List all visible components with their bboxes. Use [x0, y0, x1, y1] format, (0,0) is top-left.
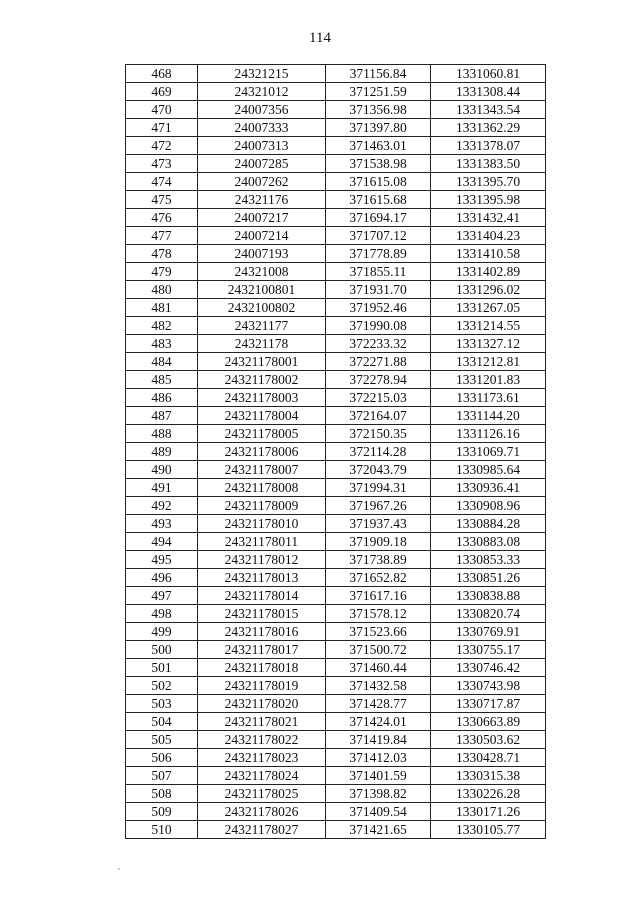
x-coordinate-cell: 371409.54: [326, 803, 431, 821]
y-coordinate-cell: 1330746.42: [431, 659, 546, 677]
x-coordinate-cell: 371617.16: [326, 587, 431, 605]
y-coordinate-cell: 1331410.58: [431, 245, 546, 263]
x-coordinate-cell: 371931.70: [326, 281, 431, 299]
x-coordinate-cell: 371952.46: [326, 299, 431, 317]
x-coordinate-cell: 371428.77: [326, 695, 431, 713]
table-row: [126, 299, 546, 317]
table-row: [126, 569, 546, 587]
y-coordinate-cell: 1331173.61: [431, 389, 546, 407]
point-number-cell: 505: [126, 731, 198, 749]
point-number-cell: 485: [126, 371, 198, 389]
point-number-cell: 506: [126, 749, 198, 767]
point-number-cell: 473: [126, 155, 198, 173]
table-row: [126, 389, 546, 407]
x-coordinate-cell: 371909.18: [326, 533, 431, 551]
x-coordinate-cell: 371251.59: [326, 83, 431, 101]
x-coordinate-cell: 371652.82: [326, 569, 431, 587]
table-row: [126, 317, 546, 335]
point-number-cell: 482: [126, 317, 198, 335]
table-row: [126, 209, 546, 227]
x-coordinate-cell: 371538.98: [326, 155, 431, 173]
y-coordinate-cell: 1331212.81: [431, 353, 546, 371]
point-number-cell: 469: [126, 83, 198, 101]
point-id-cell: 24321178009: [198, 497, 326, 515]
point-id-cell: 24321178006: [198, 443, 326, 461]
y-coordinate-cell: 1331362.29: [431, 119, 546, 137]
y-coordinate-cell: 1331395.70: [431, 173, 546, 191]
point-number-cell: 474: [126, 173, 198, 191]
point-id-cell: 24321178021: [198, 713, 326, 731]
table-row: [126, 461, 546, 479]
table-row: [126, 335, 546, 353]
point-id-cell: 2432100802: [198, 299, 326, 317]
y-coordinate-cell: 1330428.71: [431, 749, 546, 767]
point-id-cell: 24007193: [198, 245, 326, 263]
x-coordinate-cell: 372043.79: [326, 461, 431, 479]
table-row: [126, 533, 546, 551]
x-coordinate-cell: 372150.35: [326, 425, 431, 443]
table-row: [126, 227, 546, 245]
point-number-cell: 477: [126, 227, 198, 245]
point-id-cell: 24007356: [198, 101, 326, 119]
x-coordinate-cell: 372278.94: [326, 371, 431, 389]
y-coordinate-cell: 1331432.41: [431, 209, 546, 227]
point-id-cell: 2432100801: [198, 281, 326, 299]
y-coordinate-cell: 1330226.28: [431, 785, 546, 803]
y-coordinate-cell: 1330936.41: [431, 479, 546, 497]
y-coordinate-cell: 1330908.96: [431, 497, 546, 515]
point-id-cell: 24321178002: [198, 371, 326, 389]
point-number-cell: 470: [126, 101, 198, 119]
y-coordinate-cell: 1330663.89: [431, 713, 546, 731]
x-coordinate-cell: 371419.84: [326, 731, 431, 749]
x-coordinate-cell: 372114.28: [326, 443, 431, 461]
point-id-cell: 24321178: [198, 335, 326, 353]
y-coordinate-cell: 1330503.62: [431, 731, 546, 749]
point-number-cell: 496: [126, 569, 198, 587]
x-coordinate-cell: 371401.59: [326, 767, 431, 785]
table-row: [126, 695, 546, 713]
point-id-cell: 24321177: [198, 317, 326, 335]
x-coordinate-cell: 371500.72: [326, 641, 431, 659]
point-number-cell: 487: [126, 407, 198, 425]
point-number-cell: 486: [126, 389, 198, 407]
x-coordinate-cell: 371694.17: [326, 209, 431, 227]
point-id-cell: 24321178020: [198, 695, 326, 713]
point-id-cell: 24321178027: [198, 821, 326, 839]
x-coordinate-cell: 371615.68: [326, 191, 431, 209]
point-number-cell: 468: [126, 65, 198, 83]
point-id-cell: 24007217: [198, 209, 326, 227]
table-row: [126, 749, 546, 767]
y-coordinate-cell: 1330883.08: [431, 533, 546, 551]
table-row: [126, 443, 546, 461]
point-id-cell: 24321215: [198, 65, 326, 83]
point-number-cell: 489: [126, 443, 198, 461]
point-id-cell: 24321178005: [198, 425, 326, 443]
y-coordinate-cell: 1330769.91: [431, 623, 546, 641]
point-id-cell: 24007285: [198, 155, 326, 173]
y-coordinate-cell: 1330743.98: [431, 677, 546, 695]
table-row: [126, 605, 546, 623]
point-number-cell: 490: [126, 461, 198, 479]
point-id-cell: 24321178004: [198, 407, 326, 425]
y-coordinate-cell: 1331069.71: [431, 443, 546, 461]
point-number-cell: 510: [126, 821, 198, 839]
table-row: [126, 551, 546, 569]
table-row: [126, 623, 546, 641]
page-number: 114: [309, 30, 331, 46]
x-coordinate-cell: 371937.43: [326, 515, 431, 533]
point-id-cell: 24321178026: [198, 803, 326, 821]
point-id-cell: 24321178015: [198, 605, 326, 623]
point-number-cell: 471: [126, 119, 198, 137]
x-coordinate-cell: 371855.11: [326, 263, 431, 281]
table-row: [126, 353, 546, 371]
x-coordinate-cell: 371397.80: [326, 119, 431, 137]
point-number-cell: 503: [126, 695, 198, 713]
y-coordinate-cell: 1331395.98: [431, 191, 546, 209]
point-id-cell: 24321178024: [198, 767, 326, 785]
point-number-cell: 502: [126, 677, 198, 695]
y-coordinate-cell: 1331404.23: [431, 227, 546, 245]
y-coordinate-cell: 1330838.88: [431, 587, 546, 605]
table-row: [126, 713, 546, 731]
point-number-cell: 483: [126, 335, 198, 353]
point-number-cell: 499: [126, 623, 198, 641]
table-row: [126, 65, 546, 83]
point-id-cell: 24321178022: [198, 731, 326, 749]
point-number-cell: 500: [126, 641, 198, 659]
table-row: [126, 407, 546, 425]
y-coordinate-cell: 1330884.28: [431, 515, 546, 533]
x-coordinate-cell: 372164.07: [326, 407, 431, 425]
table-row: [126, 479, 546, 497]
x-coordinate-cell: 371398.82: [326, 785, 431, 803]
table-row: [126, 641, 546, 659]
table-row: [126, 119, 546, 137]
point-id-cell: 24007262: [198, 173, 326, 191]
point-id-cell: 24321178003: [198, 389, 326, 407]
x-coordinate-cell: 371990.08: [326, 317, 431, 335]
x-coordinate-cell: 371578.12: [326, 605, 431, 623]
y-coordinate-cell: 1331383.50: [431, 155, 546, 173]
table-row: [126, 677, 546, 695]
x-coordinate-cell: 371156.84: [326, 65, 431, 83]
x-coordinate-cell: 372271.88: [326, 353, 431, 371]
table-row: [126, 245, 546, 263]
table-row: [126, 515, 546, 533]
x-coordinate-cell: 371523.66: [326, 623, 431, 641]
point-number-cell: 508: [126, 785, 198, 803]
point-id-cell: 24007214: [198, 227, 326, 245]
table-row: [126, 191, 546, 209]
x-coordinate-cell: 372215.03: [326, 389, 431, 407]
y-coordinate-cell: 1330717.87: [431, 695, 546, 713]
point-id-cell: 24321178017: [198, 641, 326, 659]
point-number-cell: 494: [126, 533, 198, 551]
point-number-cell: 480: [126, 281, 198, 299]
table-row: [126, 137, 546, 155]
point-number-cell: 475: [126, 191, 198, 209]
table-row: [126, 497, 546, 515]
point-number-cell: 498: [126, 605, 198, 623]
point-id-cell: 24321178014: [198, 587, 326, 605]
point-id-cell: 24321178012: [198, 551, 326, 569]
point-number-cell: 507: [126, 767, 198, 785]
point-id-cell: 24321178025: [198, 785, 326, 803]
x-coordinate-cell: 371967.26: [326, 497, 431, 515]
point-id-cell: 24321178023: [198, 749, 326, 767]
y-coordinate-cell: 1331144.20: [431, 407, 546, 425]
point-id-cell: 24321178016: [198, 623, 326, 641]
y-coordinate-cell: 1331327.12: [431, 335, 546, 353]
y-coordinate-cell: 1330851.26: [431, 569, 546, 587]
y-coordinate-cell: 1331343.54: [431, 101, 546, 119]
point-number-cell: 478: [126, 245, 198, 263]
point-id-cell: 24321012: [198, 83, 326, 101]
point-number-cell: 504: [126, 713, 198, 731]
point-number-cell: 492: [126, 497, 198, 515]
point-number-cell: 484: [126, 353, 198, 371]
x-coordinate-cell: 371432.58: [326, 677, 431, 695]
table-row: [126, 263, 546, 281]
table-row: [126, 821, 546, 839]
y-coordinate-cell: 1331296.02: [431, 281, 546, 299]
table-row: [126, 371, 546, 389]
table-row: [126, 587, 546, 605]
point-id-cell: 24321178011: [198, 533, 326, 551]
y-coordinate-cell: 1330105.77: [431, 821, 546, 839]
table-row: [126, 173, 546, 191]
point-id-cell: 24321176: [198, 191, 326, 209]
coordinates-table-body: [126, 65, 546, 839]
x-coordinate-cell: 371421.65: [326, 821, 431, 839]
y-coordinate-cell: 1331126.16: [431, 425, 546, 443]
point-number-cell: 501: [126, 659, 198, 677]
x-coordinate-cell: 371778.89: [326, 245, 431, 263]
point-id-cell: 24321008: [198, 263, 326, 281]
y-coordinate-cell: 1330315.38: [431, 767, 546, 785]
y-coordinate-cell: 1330985.64: [431, 461, 546, 479]
point-number-cell: 488: [126, 425, 198, 443]
point-id-cell: 24321178008: [198, 479, 326, 497]
x-coordinate-cell: 372233.32: [326, 335, 431, 353]
point-number-cell: 472: [126, 137, 198, 155]
point-number-cell: 493: [126, 515, 198, 533]
y-coordinate-cell: 1331201.83: [431, 371, 546, 389]
table-row: [126, 155, 546, 173]
x-coordinate-cell: 371615.08: [326, 173, 431, 191]
point-id-cell: 24007333: [198, 119, 326, 137]
point-id-cell: 24321178019: [198, 677, 326, 695]
x-coordinate-cell: 371707.12: [326, 227, 431, 245]
x-coordinate-cell: 371994.31: [326, 479, 431, 497]
table-row: [126, 281, 546, 299]
point-id-cell: 24321178001: [198, 353, 326, 371]
table-row: [126, 425, 546, 443]
point-number-cell: 509: [126, 803, 198, 821]
x-coordinate-cell: 371460.44: [326, 659, 431, 677]
x-coordinate-cell: 371424.01: [326, 713, 431, 731]
y-coordinate-cell: 1330853.33: [431, 551, 546, 569]
table-row: [126, 803, 546, 821]
point-number-cell: 481: [126, 299, 198, 317]
point-id-cell: 24007313: [198, 137, 326, 155]
table-row: [126, 83, 546, 101]
table-row: [126, 101, 546, 119]
table-row: [126, 731, 546, 749]
y-coordinate-cell: 1330820.74: [431, 605, 546, 623]
x-coordinate-cell: 371463.01: [326, 137, 431, 155]
x-coordinate-cell: 371738.89: [326, 551, 431, 569]
x-coordinate-cell: 371412.03: [326, 749, 431, 767]
x-coordinate-cell: 371356.98: [326, 101, 431, 119]
table-row: [126, 767, 546, 785]
scan-speck: [118, 868, 120, 870]
point-number-cell: 476: [126, 209, 198, 227]
y-coordinate-cell: 1331378.07: [431, 137, 546, 155]
y-coordinate-cell: 1331060.81: [431, 65, 546, 83]
table-row: [126, 785, 546, 803]
y-coordinate-cell: 1331402.89: [431, 263, 546, 281]
point-number-cell: 497: [126, 587, 198, 605]
point-id-cell: 24321178010: [198, 515, 326, 533]
y-coordinate-cell: 1331308.44: [431, 83, 546, 101]
y-coordinate-cell: 1331267.05: [431, 299, 546, 317]
table-row: [126, 659, 546, 677]
point-id-cell: 24321178018: [198, 659, 326, 677]
y-coordinate-cell: 1331214.55: [431, 317, 546, 335]
y-coordinate-cell: 1330171.26: [431, 803, 546, 821]
point-id-cell: 24321178013: [198, 569, 326, 587]
point-id-cell: 24321178007: [198, 461, 326, 479]
point-number-cell: 491: [126, 479, 198, 497]
point-number-cell: 495: [126, 551, 198, 569]
y-coordinate-cell: 1330755.17: [431, 641, 546, 659]
point-number-cell: 479: [126, 263, 198, 281]
coordinates-table: [125, 64, 546, 839]
